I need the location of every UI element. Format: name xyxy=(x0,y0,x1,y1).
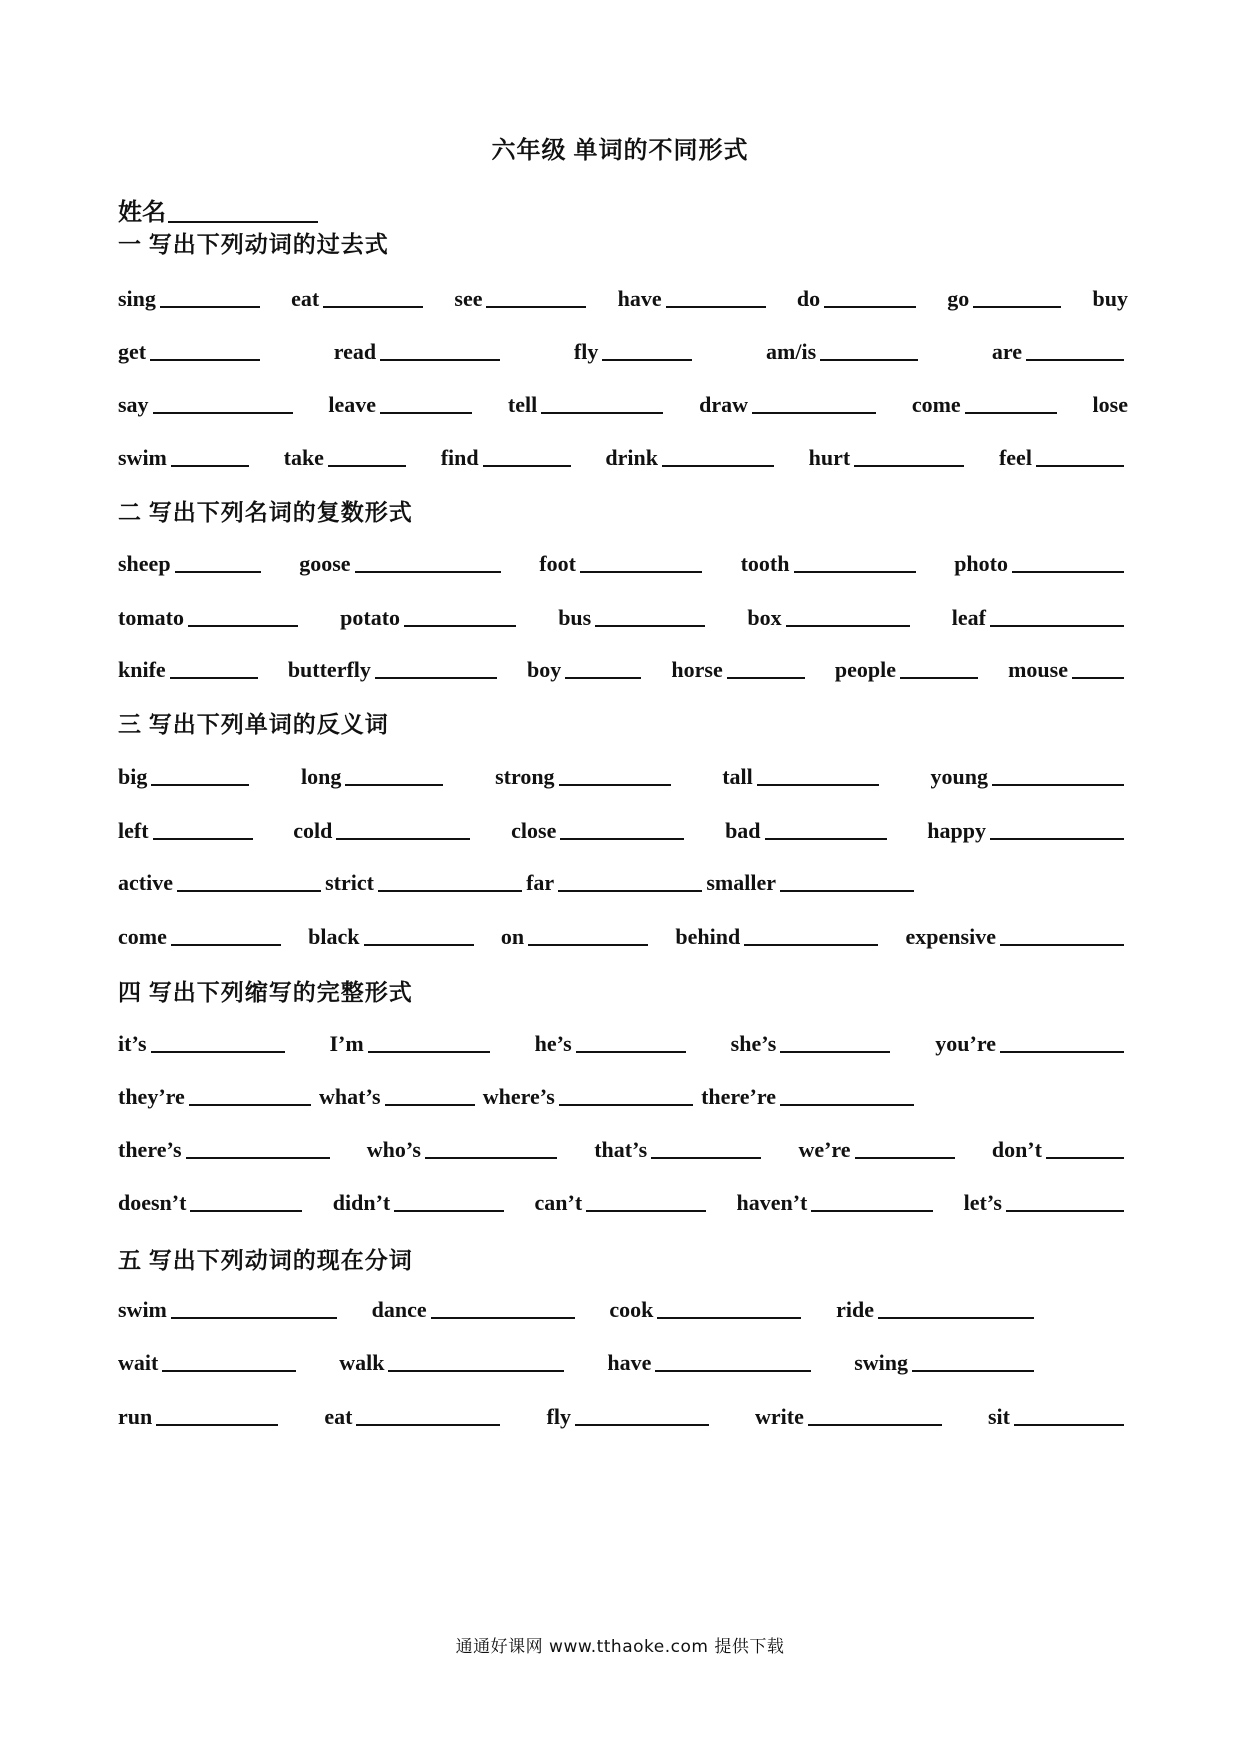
exercise-item xyxy=(372,1297,579,1323)
exercise-item xyxy=(618,286,770,312)
section-heading-3: 三 写出下列单词的反义词 xyxy=(118,712,389,737)
word-prompt: haven’t xyxy=(736,1190,808,1215)
word-prompt: active xyxy=(118,870,173,895)
answer-blank[interactable] xyxy=(900,657,978,679)
word-prompt: doesn’t xyxy=(118,1190,187,1215)
answer-blank[interactable] xyxy=(558,870,702,892)
word-prompt: bus xyxy=(558,605,592,630)
answer-blank[interactable] xyxy=(576,1031,686,1053)
word-prompt: she’s xyxy=(730,1031,777,1056)
answer-blank[interactable] xyxy=(752,392,876,414)
answer-blank[interactable] xyxy=(666,286,766,308)
exercise-item xyxy=(118,1031,289,1057)
answer-blank[interactable] xyxy=(153,392,293,414)
section-heading-5: 五 写出下列动词的现在分词 xyxy=(118,1248,413,1273)
exercise-item xyxy=(325,870,526,896)
exercise-item xyxy=(118,1084,315,1110)
exercise-item xyxy=(699,392,880,418)
exercise-row xyxy=(118,547,1128,577)
worksheet-title: 六年级 单词的不同形式 xyxy=(491,138,749,164)
answer-blank[interactable] xyxy=(171,924,281,946)
exercise-item xyxy=(118,870,325,896)
exercise-item xyxy=(118,551,265,577)
answer-blank[interactable] xyxy=(162,1350,296,1372)
answer-blank[interactable] xyxy=(657,1297,801,1319)
answer-blank[interactable] xyxy=(323,286,423,308)
exercise-item xyxy=(454,286,590,312)
word-prompt: knife xyxy=(118,657,166,682)
answer-blank[interactable] xyxy=(1036,445,1124,467)
exercise-item xyxy=(118,924,285,950)
word-prompt: young xyxy=(930,764,988,789)
exercise-item xyxy=(535,1190,711,1216)
exercise-item xyxy=(118,392,297,418)
word-prompt: strict xyxy=(325,870,374,895)
exercise-item xyxy=(607,1350,815,1376)
answer-blank[interactable] xyxy=(1000,924,1124,946)
word-prompt: write xyxy=(755,1404,804,1429)
word-prompt: leaf xyxy=(951,605,986,630)
word-prompt: smaller xyxy=(706,870,776,895)
answer-blank[interactable] xyxy=(1000,1031,1124,1053)
exercise-item xyxy=(701,1084,918,1110)
answer-blank[interactable] xyxy=(380,339,500,361)
exercise-item xyxy=(854,1350,1038,1376)
word-prompt: go xyxy=(947,286,970,311)
exercise-item xyxy=(441,445,575,471)
word-prompt: foot xyxy=(539,551,576,576)
exercise-item xyxy=(324,1404,504,1430)
exercise-item xyxy=(118,1297,341,1323)
word-prompt: can’t xyxy=(534,1190,583,1215)
exercise-item xyxy=(952,605,1128,631)
answer-blank[interactable] xyxy=(575,1404,709,1426)
answer-blank[interactable] xyxy=(651,1137,761,1159)
answer-blank[interactable] xyxy=(171,445,249,467)
name-field[interactable] xyxy=(118,192,322,227)
word-prompt: have xyxy=(617,286,662,311)
exercise-item xyxy=(954,551,1128,577)
word-prompt: horse xyxy=(671,657,723,682)
answer-blank[interactable] xyxy=(990,605,1124,627)
answer-blank[interactable] xyxy=(560,818,684,840)
word-prompt: eat xyxy=(324,1404,353,1429)
exercise-item xyxy=(766,339,922,365)
answer-blank[interactable] xyxy=(1046,1137,1124,1159)
answer-blank[interactable] xyxy=(425,1137,557,1159)
exercise-item xyxy=(1008,657,1128,683)
exercise-item xyxy=(118,1404,282,1430)
exercise-item xyxy=(988,1404,1128,1430)
word-prompt: behind xyxy=(675,924,741,949)
word-prompt: swim xyxy=(118,445,167,470)
answer-blank[interactable] xyxy=(151,1031,285,1053)
word-prompt: get xyxy=(118,339,147,364)
word-prompt: close xyxy=(511,818,557,843)
answer-blank[interactable] xyxy=(486,286,586,308)
section-heading-1: 一 写出下列动词的过去式 xyxy=(118,232,389,257)
answer-blank[interactable] xyxy=(990,818,1124,840)
exercise-item xyxy=(675,924,882,950)
word-prompt: cold xyxy=(293,818,333,843)
word-prompt: read xyxy=(333,339,377,364)
answer-blank[interactable] xyxy=(160,286,260,308)
answer-blank[interactable] xyxy=(528,924,648,946)
answer-blank[interactable] xyxy=(188,605,298,627)
word-prompt: tell xyxy=(507,392,538,417)
answer-blank[interactable] xyxy=(727,657,805,679)
word-prompt: don’t xyxy=(991,1137,1042,1162)
word-prompt: say xyxy=(118,392,149,417)
exercise-item xyxy=(299,551,504,577)
answer-blank[interactable] xyxy=(744,924,878,946)
word-prompt: strong xyxy=(495,764,555,789)
exercise-item xyxy=(736,1190,937,1216)
word-prompt: expensive xyxy=(905,924,996,949)
word-prompt: big xyxy=(118,764,148,789)
exercise-item xyxy=(339,1350,568,1376)
answer-blank[interactable] xyxy=(855,1137,955,1159)
answer-blank[interactable] xyxy=(380,392,472,414)
word-prompt: black xyxy=(308,924,360,949)
answer-blank[interactable] xyxy=(186,1137,330,1159)
exercise-item xyxy=(609,1297,805,1323)
word-prompt: who’s xyxy=(366,1137,421,1162)
exercise-item xyxy=(118,764,253,790)
exercise-row xyxy=(118,1346,1038,1376)
exercise-row xyxy=(118,1400,1128,1430)
word-prompt: feel xyxy=(998,445,1032,470)
answer-blank[interactable] xyxy=(364,924,474,946)
exercise-item xyxy=(118,1137,334,1163)
exercise-item xyxy=(367,1137,561,1163)
answer-blank[interactable] xyxy=(150,339,260,361)
exercise-item xyxy=(906,924,1128,950)
answer-blank[interactable] xyxy=(780,1031,890,1053)
word-prompt: we’re xyxy=(798,1137,851,1162)
exercise-item xyxy=(574,339,696,365)
word-prompt: come xyxy=(118,924,167,949)
word-prompt: goose xyxy=(299,551,351,576)
word-prompt: see xyxy=(454,286,483,311)
word-prompt: take xyxy=(283,445,324,470)
answer-blank[interactable] xyxy=(811,1190,933,1212)
exercise-item xyxy=(835,657,982,683)
word-prompt: tomato xyxy=(118,605,184,630)
exercise-row xyxy=(118,282,1128,312)
exercise-item xyxy=(288,657,501,683)
word-prompt: swim xyxy=(118,1297,167,1322)
word-prompt: cook xyxy=(609,1297,654,1322)
exercise-row xyxy=(118,441,1128,471)
word-prompt: leave xyxy=(328,392,377,417)
word-prompt: sing xyxy=(118,286,156,311)
exercise-row xyxy=(118,1293,1038,1323)
word-prompt: fly xyxy=(573,339,599,364)
answer-blank[interactable] xyxy=(559,764,671,786)
answer-blank[interactable] xyxy=(602,339,692,361)
word-prompt: mouse xyxy=(1008,657,1068,682)
exercise-item xyxy=(291,286,427,312)
exercise-row xyxy=(118,866,918,896)
answer-blank[interactable] xyxy=(171,1297,337,1319)
exercise-item xyxy=(118,605,302,631)
exercise-item xyxy=(118,818,257,844)
answer-blank[interactable] xyxy=(1026,339,1124,361)
exercise-item xyxy=(558,605,709,631)
answer-blank[interactable] xyxy=(757,764,879,786)
answer-blank[interactable] xyxy=(388,1350,564,1372)
exercise-item xyxy=(527,657,645,683)
exercise-item xyxy=(118,445,253,471)
answer-blank[interactable] xyxy=(912,1350,1034,1372)
answer-blank[interactable] xyxy=(992,764,1124,786)
word-prompt: do xyxy=(796,286,821,311)
word-prompt: happy xyxy=(927,818,986,843)
exercise-item xyxy=(328,392,476,418)
answer-blank[interactable] xyxy=(780,1084,914,1106)
exercise-item xyxy=(118,339,264,365)
word-prompt: sit xyxy=(987,1404,1010,1429)
exercise-item xyxy=(725,818,890,844)
exercise-item xyxy=(308,924,477,950)
exercise-item xyxy=(301,764,447,790)
exercise-item xyxy=(947,286,1065,312)
word-prompt: tooth xyxy=(740,551,790,576)
exercise-item xyxy=(912,392,1061,418)
exercise-row xyxy=(118,388,1128,418)
exercise-row xyxy=(118,1027,1128,1057)
answer-blank[interactable] xyxy=(1072,657,1124,679)
answer-blank[interactable] xyxy=(794,551,916,573)
word-prompt: people xyxy=(834,657,896,682)
answer-blank[interactable] xyxy=(1006,1190,1124,1212)
answer-blank[interactable] xyxy=(586,1190,706,1212)
word-prompt: are xyxy=(991,339,1022,364)
word-prompt: didn’t xyxy=(332,1190,391,1215)
word-prompt: where’s xyxy=(482,1084,555,1109)
answer-blank[interactable] xyxy=(820,339,918,361)
exercise-row xyxy=(118,1186,1128,1216)
exercise-item xyxy=(334,339,504,365)
name-blank[interactable] xyxy=(168,199,318,223)
answer-blank[interactable] xyxy=(385,1084,475,1106)
word-prompt: there’re xyxy=(701,1084,776,1109)
answer-blank[interactable] xyxy=(375,657,497,679)
exercise-item xyxy=(930,764,1127,790)
exercise-item xyxy=(992,1137,1128,1163)
word-prompt: buy xyxy=(1092,286,1128,311)
exercise-item xyxy=(671,657,808,683)
answer-blank[interactable] xyxy=(559,1084,693,1106)
exercise-item xyxy=(526,870,706,896)
answer-blank[interactable] xyxy=(765,818,887,840)
answer-blank[interactable] xyxy=(483,445,571,467)
exercise-row xyxy=(118,601,1128,631)
answer-blank[interactable] xyxy=(177,870,321,892)
word-prompt: butterfly xyxy=(287,657,371,682)
exercise-item xyxy=(535,1031,690,1057)
answer-blank[interactable] xyxy=(156,1404,278,1426)
exercise-item xyxy=(836,1297,1038,1323)
answer-blank[interactable] xyxy=(854,445,964,467)
exercise-item xyxy=(319,1084,479,1110)
word-prompt: wait xyxy=(118,1350,159,1375)
word-prompt: run xyxy=(118,1404,153,1429)
exercise-item xyxy=(722,764,883,790)
exercise-item xyxy=(333,1190,508,1216)
answer-blank[interactable] xyxy=(655,1350,811,1372)
word-prompt: potato xyxy=(340,605,401,630)
answer-blank[interactable] xyxy=(431,1297,575,1319)
answer-blank[interactable] xyxy=(973,286,1061,308)
exercise-item xyxy=(755,1404,946,1430)
word-prompt: swing xyxy=(854,1350,908,1375)
word-prompt: he’s xyxy=(534,1031,572,1056)
exercise-item xyxy=(547,1404,713,1430)
exercise-item xyxy=(605,445,778,471)
word-prompt: bad xyxy=(725,818,761,843)
answer-blank[interactable] xyxy=(153,818,253,840)
word-prompt: there’s xyxy=(118,1137,182,1162)
exercise-row xyxy=(118,920,1128,950)
exercise-row xyxy=(118,1080,918,1110)
answer-blank[interactable] xyxy=(878,1297,1034,1319)
word-prompt: boy xyxy=(527,657,562,682)
exercise-item xyxy=(927,818,1128,844)
exercise-item xyxy=(293,818,474,844)
exercise-item xyxy=(747,605,913,631)
word-prompt: walk xyxy=(339,1350,385,1375)
word-prompt: left xyxy=(118,818,149,843)
exercise-row xyxy=(118,653,1128,683)
exercise-item xyxy=(511,818,688,844)
answer-blank[interactable] xyxy=(541,392,663,414)
word-prompt: eat xyxy=(291,286,320,311)
exercise-item xyxy=(118,286,264,312)
answer-blank[interactable] xyxy=(1012,551,1124,573)
word-prompt: you’re xyxy=(935,1031,996,1056)
word-prompt: have xyxy=(607,1350,652,1375)
word-prompt: let’s xyxy=(963,1190,1002,1215)
answer-blank[interactable] xyxy=(190,1190,302,1212)
word-prompt: what’s xyxy=(319,1084,381,1109)
word-prompt: box xyxy=(747,605,782,630)
exercise-item xyxy=(340,605,520,631)
answer-blank[interactable] xyxy=(355,551,501,573)
answer-blank[interactable] xyxy=(1014,1404,1124,1426)
word-prompt: tall xyxy=(722,764,753,789)
exercise-row xyxy=(118,760,1128,790)
answer-blank[interactable] xyxy=(328,445,406,467)
word-prompt: ride xyxy=(836,1297,874,1322)
answer-blank[interactable] xyxy=(595,605,705,627)
exercise-item xyxy=(964,1190,1128,1216)
exercise-item xyxy=(508,392,667,418)
answer-blank[interactable] xyxy=(808,1404,942,1426)
answer-blank[interactable] xyxy=(189,1084,311,1106)
exercise-item xyxy=(501,924,652,950)
exercise-item xyxy=(1093,392,1128,418)
exercise-item xyxy=(329,1031,493,1057)
exercise-item xyxy=(935,1031,1128,1057)
exercise-item xyxy=(495,764,675,790)
exercise-item xyxy=(483,1084,697,1110)
word-prompt: I’m xyxy=(329,1031,364,1056)
answer-blank[interactable] xyxy=(170,657,258,679)
word-prompt: am/is xyxy=(766,339,817,364)
exercise-item xyxy=(731,1031,895,1057)
answer-blank[interactable] xyxy=(378,870,522,892)
exercise-item xyxy=(797,286,920,312)
word-prompt: far xyxy=(526,870,555,895)
word-prompt: that’s xyxy=(594,1137,648,1162)
answer-blank[interactable] xyxy=(356,1404,500,1426)
exercise-item xyxy=(809,445,969,471)
answer-blank[interactable] xyxy=(580,551,702,573)
answer-blank[interactable] xyxy=(662,445,774,467)
name-label: 姓名 xyxy=(118,200,166,226)
word-prompt: come xyxy=(911,392,961,417)
exercise-item xyxy=(118,657,262,683)
word-prompt: long xyxy=(301,764,342,789)
exercise-item xyxy=(999,445,1128,471)
word-prompt: hurt xyxy=(808,445,851,470)
answer-blank[interactable] xyxy=(565,657,641,679)
exercise-row xyxy=(118,335,1128,365)
word-prompt: on xyxy=(500,924,525,949)
answer-blank[interactable] xyxy=(965,392,1057,414)
word-prompt: lose xyxy=(1092,392,1128,417)
answer-blank[interactable] xyxy=(345,764,443,786)
section-heading-2: 二 写出下列名词的复数形式 xyxy=(118,500,413,525)
answer-blank[interactable] xyxy=(175,551,261,573)
answer-blank[interactable] xyxy=(824,286,916,308)
exercise-item xyxy=(798,1137,958,1163)
answer-blank[interactable] xyxy=(404,605,516,627)
exercise-item xyxy=(118,1350,300,1376)
exercise-row xyxy=(118,814,1128,844)
exercise-item xyxy=(118,1190,306,1216)
exercise-item xyxy=(539,551,706,577)
exercise-item xyxy=(992,339,1128,365)
word-prompt: they’re xyxy=(118,1084,185,1109)
word-prompt: fly xyxy=(546,1404,571,1429)
footer-text: 通通好课网 www.tthaoke.com 提供下载 xyxy=(455,1637,785,1657)
word-prompt: photo xyxy=(954,551,1008,576)
exercise-row xyxy=(118,1133,1128,1163)
section-heading-4: 四 写出下列缩写的完整形式 xyxy=(118,980,413,1005)
exercise-item xyxy=(284,445,410,471)
exercise-item xyxy=(706,870,918,896)
word-prompt: draw xyxy=(699,392,748,417)
answer-blank[interactable] xyxy=(151,764,249,786)
word-prompt: drink xyxy=(605,445,658,470)
exercise-item xyxy=(594,1137,765,1163)
word-prompt: find xyxy=(440,445,479,470)
answer-blank[interactable] xyxy=(394,1190,504,1212)
answer-blank[interactable] xyxy=(368,1031,490,1053)
answer-blank[interactable] xyxy=(786,605,910,627)
answer-blank[interactable] xyxy=(780,870,914,892)
exercise-item xyxy=(741,551,920,577)
word-prompt: dance xyxy=(371,1297,427,1322)
word-prompt: sheep xyxy=(118,551,171,576)
answer-blank[interactable] xyxy=(336,818,470,840)
exercise-item xyxy=(1092,286,1127,312)
word-prompt: it’s xyxy=(118,1031,147,1056)
